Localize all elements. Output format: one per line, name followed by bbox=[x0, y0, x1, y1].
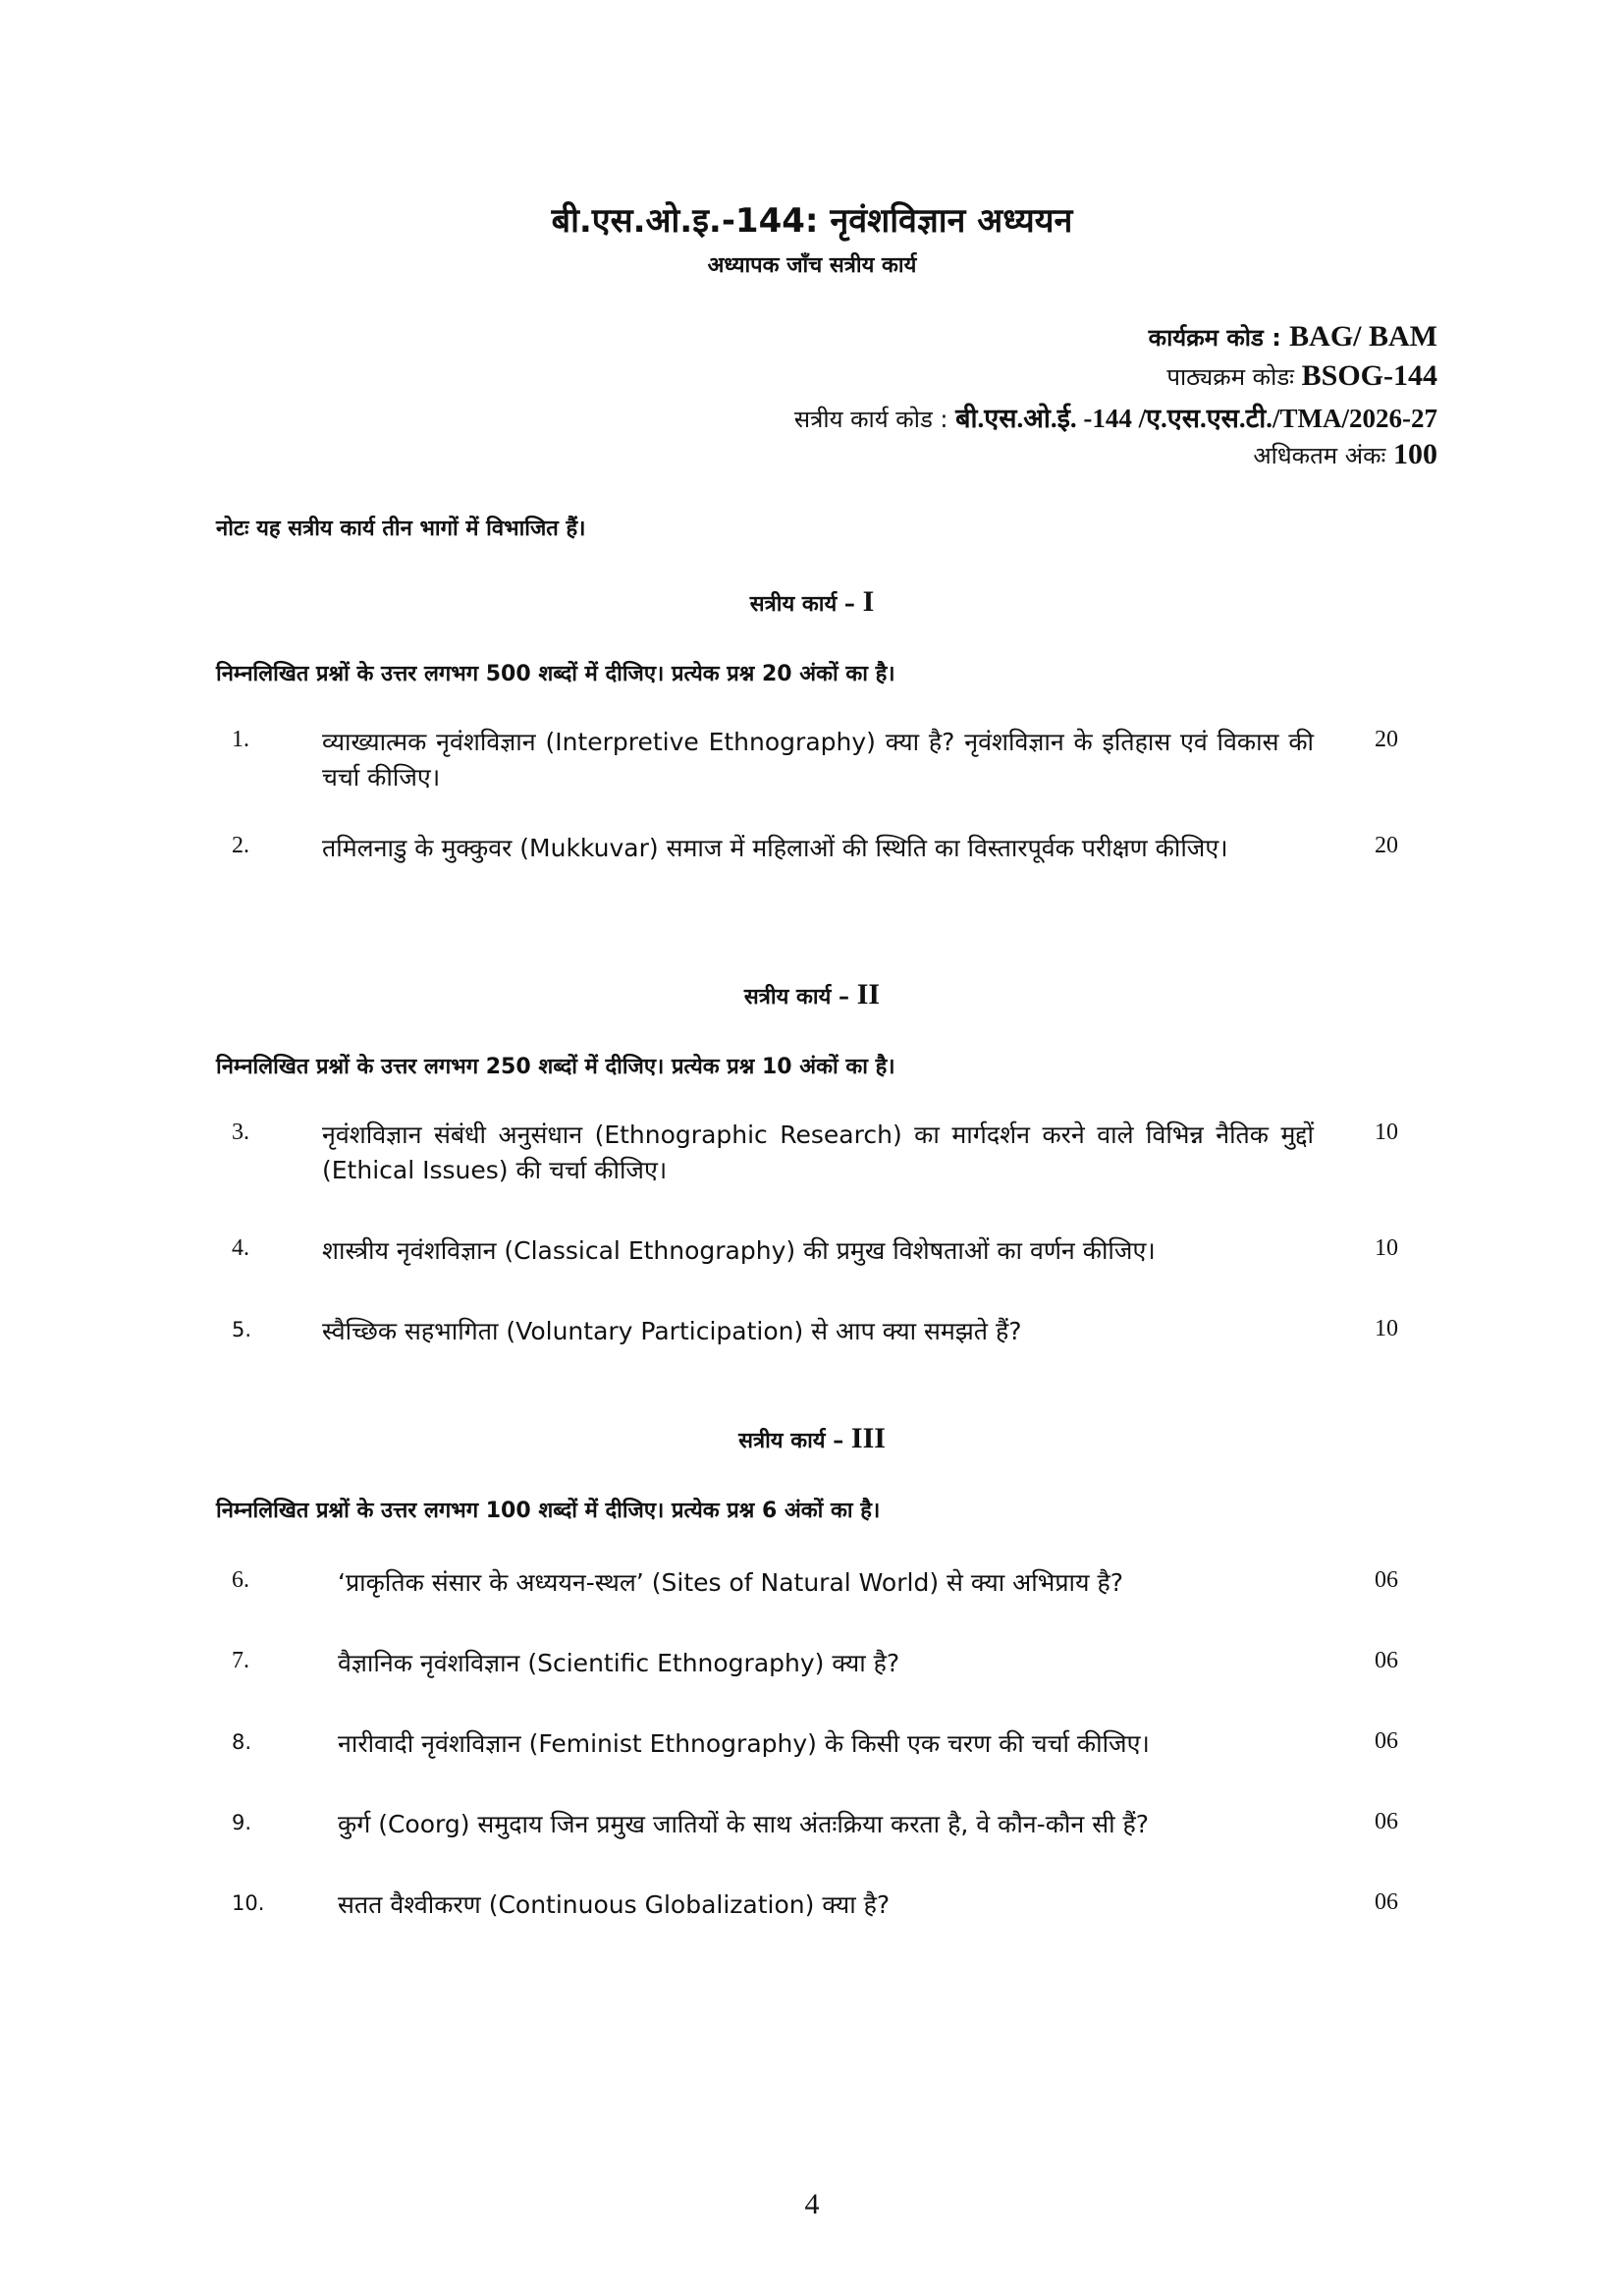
question-number: 4. bbox=[232, 1235, 249, 1261]
max-marks bbox=[1253, 438, 1437, 471]
max-marks-label: अधिकतम अंकः bbox=[1253, 442, 1393, 469]
question-number: 2. bbox=[232, 833, 249, 858]
assignment-code-value: बी.एस.ओ.ई. -144 /ए.एस.एस.टी./TMA/2026-27 bbox=[955, 404, 1437, 433]
question-number: 8. bbox=[232, 1730, 252, 1754]
section-numeral: II bbox=[856, 978, 881, 1011]
question-number: 7. bbox=[232, 1648, 249, 1673]
section-label: सत्रीय कार्य – bbox=[743, 985, 857, 1010]
question-text: सतत वैश्वीकरण (Continuous Globalization) क्या है? bbox=[338, 1890, 891, 1919]
question-number: 9. bbox=[232, 1811, 252, 1834]
section-numeral: I bbox=[862, 585, 875, 618]
assignment-code-label: सत्रीय कार्य कोड : bbox=[793, 406, 956, 433]
course-code-label: पाठ्यक्रम कोडः bbox=[1166, 363, 1302, 391]
question-marks: 06 bbox=[1375, 1809, 1398, 1834]
question-text: नारीवादी नृवंशविज्ञान (Feminist Ethnography) के किसी एक चरण की चर्चा कीजिए। bbox=[338, 1729, 1150, 1758]
question-text: शास्त्रीय नृवंशविज्ञान (Classical Ethnography) की प्रमुख विशेषताओं का वर्णन कीजिए। bbox=[322, 1236, 1156, 1265]
question-marks: 06 bbox=[1375, 1567, 1398, 1593]
question-text: ‘प्राकृतिक संसार के अध्ययन-स्थल’ (Sites of Natural World) से क्या अभिप्राय है? bbox=[338, 1568, 1124, 1597]
question-number: 3. bbox=[232, 1120, 249, 1145]
document-title: बी.एस.ओ.इ.-144: नृवंशविज्ञान अध्ययन bbox=[551, 201, 1073, 241]
question-text: स्वैच्छिक सहभागिता (Voluntary Participation) से आप क्या समझते हैं? bbox=[322, 1317, 1022, 1345]
section-instruction-2: निम्नलिखित प्रश्नों के उत्तर लगभग 250 शब्दों में दीजिए। प्रत्येक प्रश्न 10 अंकों का है। bbox=[216, 1055, 895, 1079]
section-instruction-1: निम्नलिखित प्रश्नों के उत्तर लगभग 500 शब्दों में दीजिए। प्रत्येक प्रश्न 20 अंकों का है। bbox=[216, 662, 895, 686]
section-heading-3 bbox=[0, 1422, 1624, 1455]
question-text: व्याख्यात्मक नृवंशविज्ञान (Interpretive Ethnography) क्या है? नृवंशविज्ञान के इतिहास एवं विकास की चर्चा कीजिए। bbox=[322, 728, 1314, 792]
max-marks-value: 100 bbox=[1393, 438, 1437, 470]
course-code-value: BSOG-144 bbox=[1301, 359, 1437, 392]
question-marks: 10 bbox=[1375, 1120, 1398, 1145]
program-code bbox=[1149, 320, 1437, 354]
section-heading-2 bbox=[0, 978, 1624, 1011]
question-number: 10. bbox=[232, 1891, 265, 1915]
assignment-code bbox=[794, 399, 1437, 435]
question-marks: 06 bbox=[1375, 1728, 1398, 1754]
question-marks: 10 bbox=[1375, 1235, 1398, 1261]
question-number: 5. bbox=[232, 1318, 252, 1341]
section-label: सत्रीय कार्य – bbox=[749, 592, 863, 617]
section-label: सत्रीय कार्य – bbox=[738, 1429, 851, 1453]
document-subtitle: अध्यापक जाँच सत्रीय कार्य bbox=[707, 253, 917, 278]
question-text: नृवंशविज्ञान संबंधी अनुसंधान (Ethnographic Research) का मार्गदर्शन करने वाले विभिन्न नैतिक मुद्दों (Ethical Issues) की चर्चा कीजिए। bbox=[322, 1121, 1314, 1184]
question-marks: 10 bbox=[1375, 1316, 1398, 1341]
question-text: वैज्ञानिक नृवंशविज्ञान (Scientific Ethnography) क्या है? bbox=[338, 1649, 900, 1677]
question-marks: 06 bbox=[1375, 1889, 1398, 1915]
section-instruction-3: निम्नलिखित प्रश्नों के उत्तर लगभग 100 शब्दों में दीजिए। प्रत्येक प्रश्न 6 अंकों का है। bbox=[216, 1499, 881, 1523]
course-code bbox=[1166, 359, 1437, 393]
question-text: कुर्ग (Coorg) समुदाय जिन प्रमुख जातियों के साथ अंतःक्रिया करता है, वे कौन-कौन सी हैं? bbox=[338, 1810, 1150, 1838]
question-text: तमिलनाडु के मुक्कुवर (Mukkuvar) समाज में महिलाओं की स्थिति का विस्तारपूर्वक परीक्षण कीजिए। bbox=[322, 834, 1228, 862]
question-number: 1. bbox=[232, 727, 249, 752]
question-marks: 20 bbox=[1375, 833, 1398, 858]
question-marks: 06 bbox=[1375, 1648, 1398, 1673]
section-heading-1 bbox=[0, 585, 1624, 619]
question-number: 6. bbox=[232, 1567, 249, 1593]
program-code-value: BAG/ BAM bbox=[1289, 320, 1437, 353]
section-numeral: III bbox=[850, 1422, 886, 1454]
note: नोटः यह सत्रीय कार्य तीन भागों में विभाजित हैं। bbox=[216, 517, 586, 541]
question-marks: 20 bbox=[1375, 727, 1398, 752]
program-code-label: कार्यक्रम कोड : bbox=[1148, 324, 1290, 352]
page-number: 4 bbox=[804, 2188, 820, 2220]
